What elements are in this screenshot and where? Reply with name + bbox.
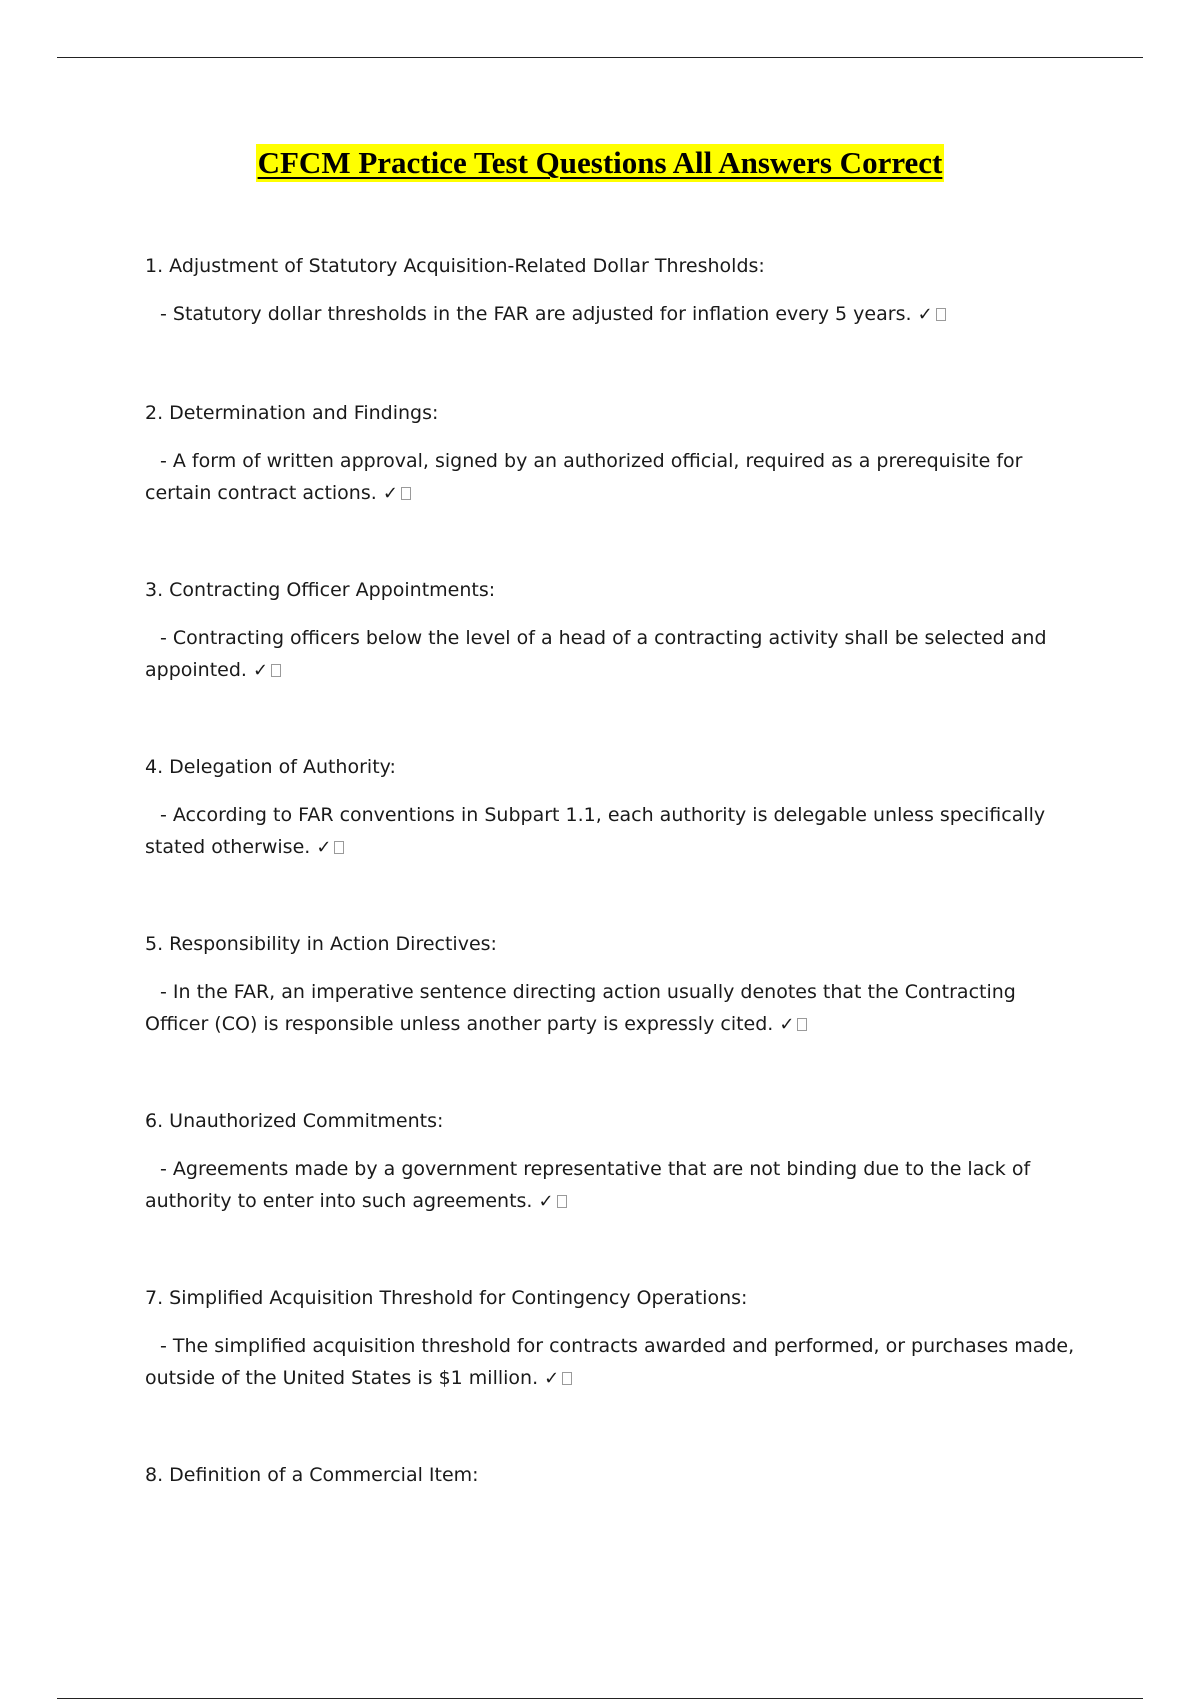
box-icon [401,487,411,500]
correct-mark [316,836,344,858]
question-text: 3. Contracting Officer Appointments: [145,579,496,601]
question-item [145,576,1085,687]
question-item [145,1461,1085,1489]
question-text: 7. Simplified Acquisition Threshold for Contingency Operations: [145,1287,748,1309]
correct-mark [383,482,411,504]
check-icon: ✓ [538,1191,554,1212]
answer-text: - The simplified acquisition threshold for contracts awarded and performed, or purchases made, outside of the United States is $1 million. ✓ [145,1335,1075,1389]
box-icon [562,1372,572,1385]
question-text: 6. Unauthorized Commitments: [145,1110,444,1132]
correct-mark [539,1190,567,1212]
question-item [145,753,1085,864]
box-icon [936,308,946,321]
check-icon: ✓ [917,304,933,325]
title-block [0,144,1200,182]
document-title: CFCM Practice Test Questions All Answers Correct [257,145,943,180]
correct-mark [918,303,946,325]
correct-mark [544,1367,572,1389]
answer-text: - According to FAR conventions in Subpart 1.1, each authority is delegable unless specifically stated otherwise. ✓ [145,804,1046,858]
question-item [145,930,1085,1041]
box-icon [334,841,344,854]
answer-text: - Statutory dollar thresholds in the FAR are adjusted for inflation every 5 years. ✓ [145,298,1085,331]
correct-mark [253,659,281,681]
check-icon: ✓ [544,1368,560,1389]
answer-text: - In the FAR, an imperative sentence directing action usually denotes that the Contracting Officer (CO) is responsible unless another party is expressly cited. ✓ [145,981,1016,1035]
question-text: 1. Adjustment of Statutory Acquisition-Related Dollar Thresholds: [145,255,765,277]
question-text: 5. Responsibility in Action Directives: [145,933,497,955]
answer-text: - A form of written approval, signed by an authorized official, required as a prerequisite for certain contract actions. ✓ [145,450,1023,504]
question-text: 4. Delegation of Authority: [145,756,396,778]
question-text: 8. Definition of a Commercial Item: [145,1464,479,1486]
check-icon: ✓ [382,483,398,504]
question-item [145,399,1085,510]
answer-text: - Agreements made by a government representative that are not binding due to the lack of authority to enter into such agreements. ✓ [145,1158,1031,1212]
question-item [145,252,1085,331]
check-icon: ✓ [779,1014,795,1035]
top-rule [57,57,1143,58]
check-icon: ✓ [253,660,269,681]
box-icon [557,1195,567,1208]
question-text: 2. Determination and Findings: [145,402,439,424]
box-icon [271,664,281,677]
question-item [145,1284,1085,1395]
box-icon [797,1018,807,1031]
check-icon: ✓ [316,837,332,858]
question-list [145,252,1085,1507]
question-item [145,1107,1085,1218]
correct-mark [779,1013,807,1035]
bottom-rule [57,1698,1143,1699]
answer-text: - Contracting officers below the level of a head of a contracting activity shall be selected and appointed. ✓ [145,627,1047,681]
